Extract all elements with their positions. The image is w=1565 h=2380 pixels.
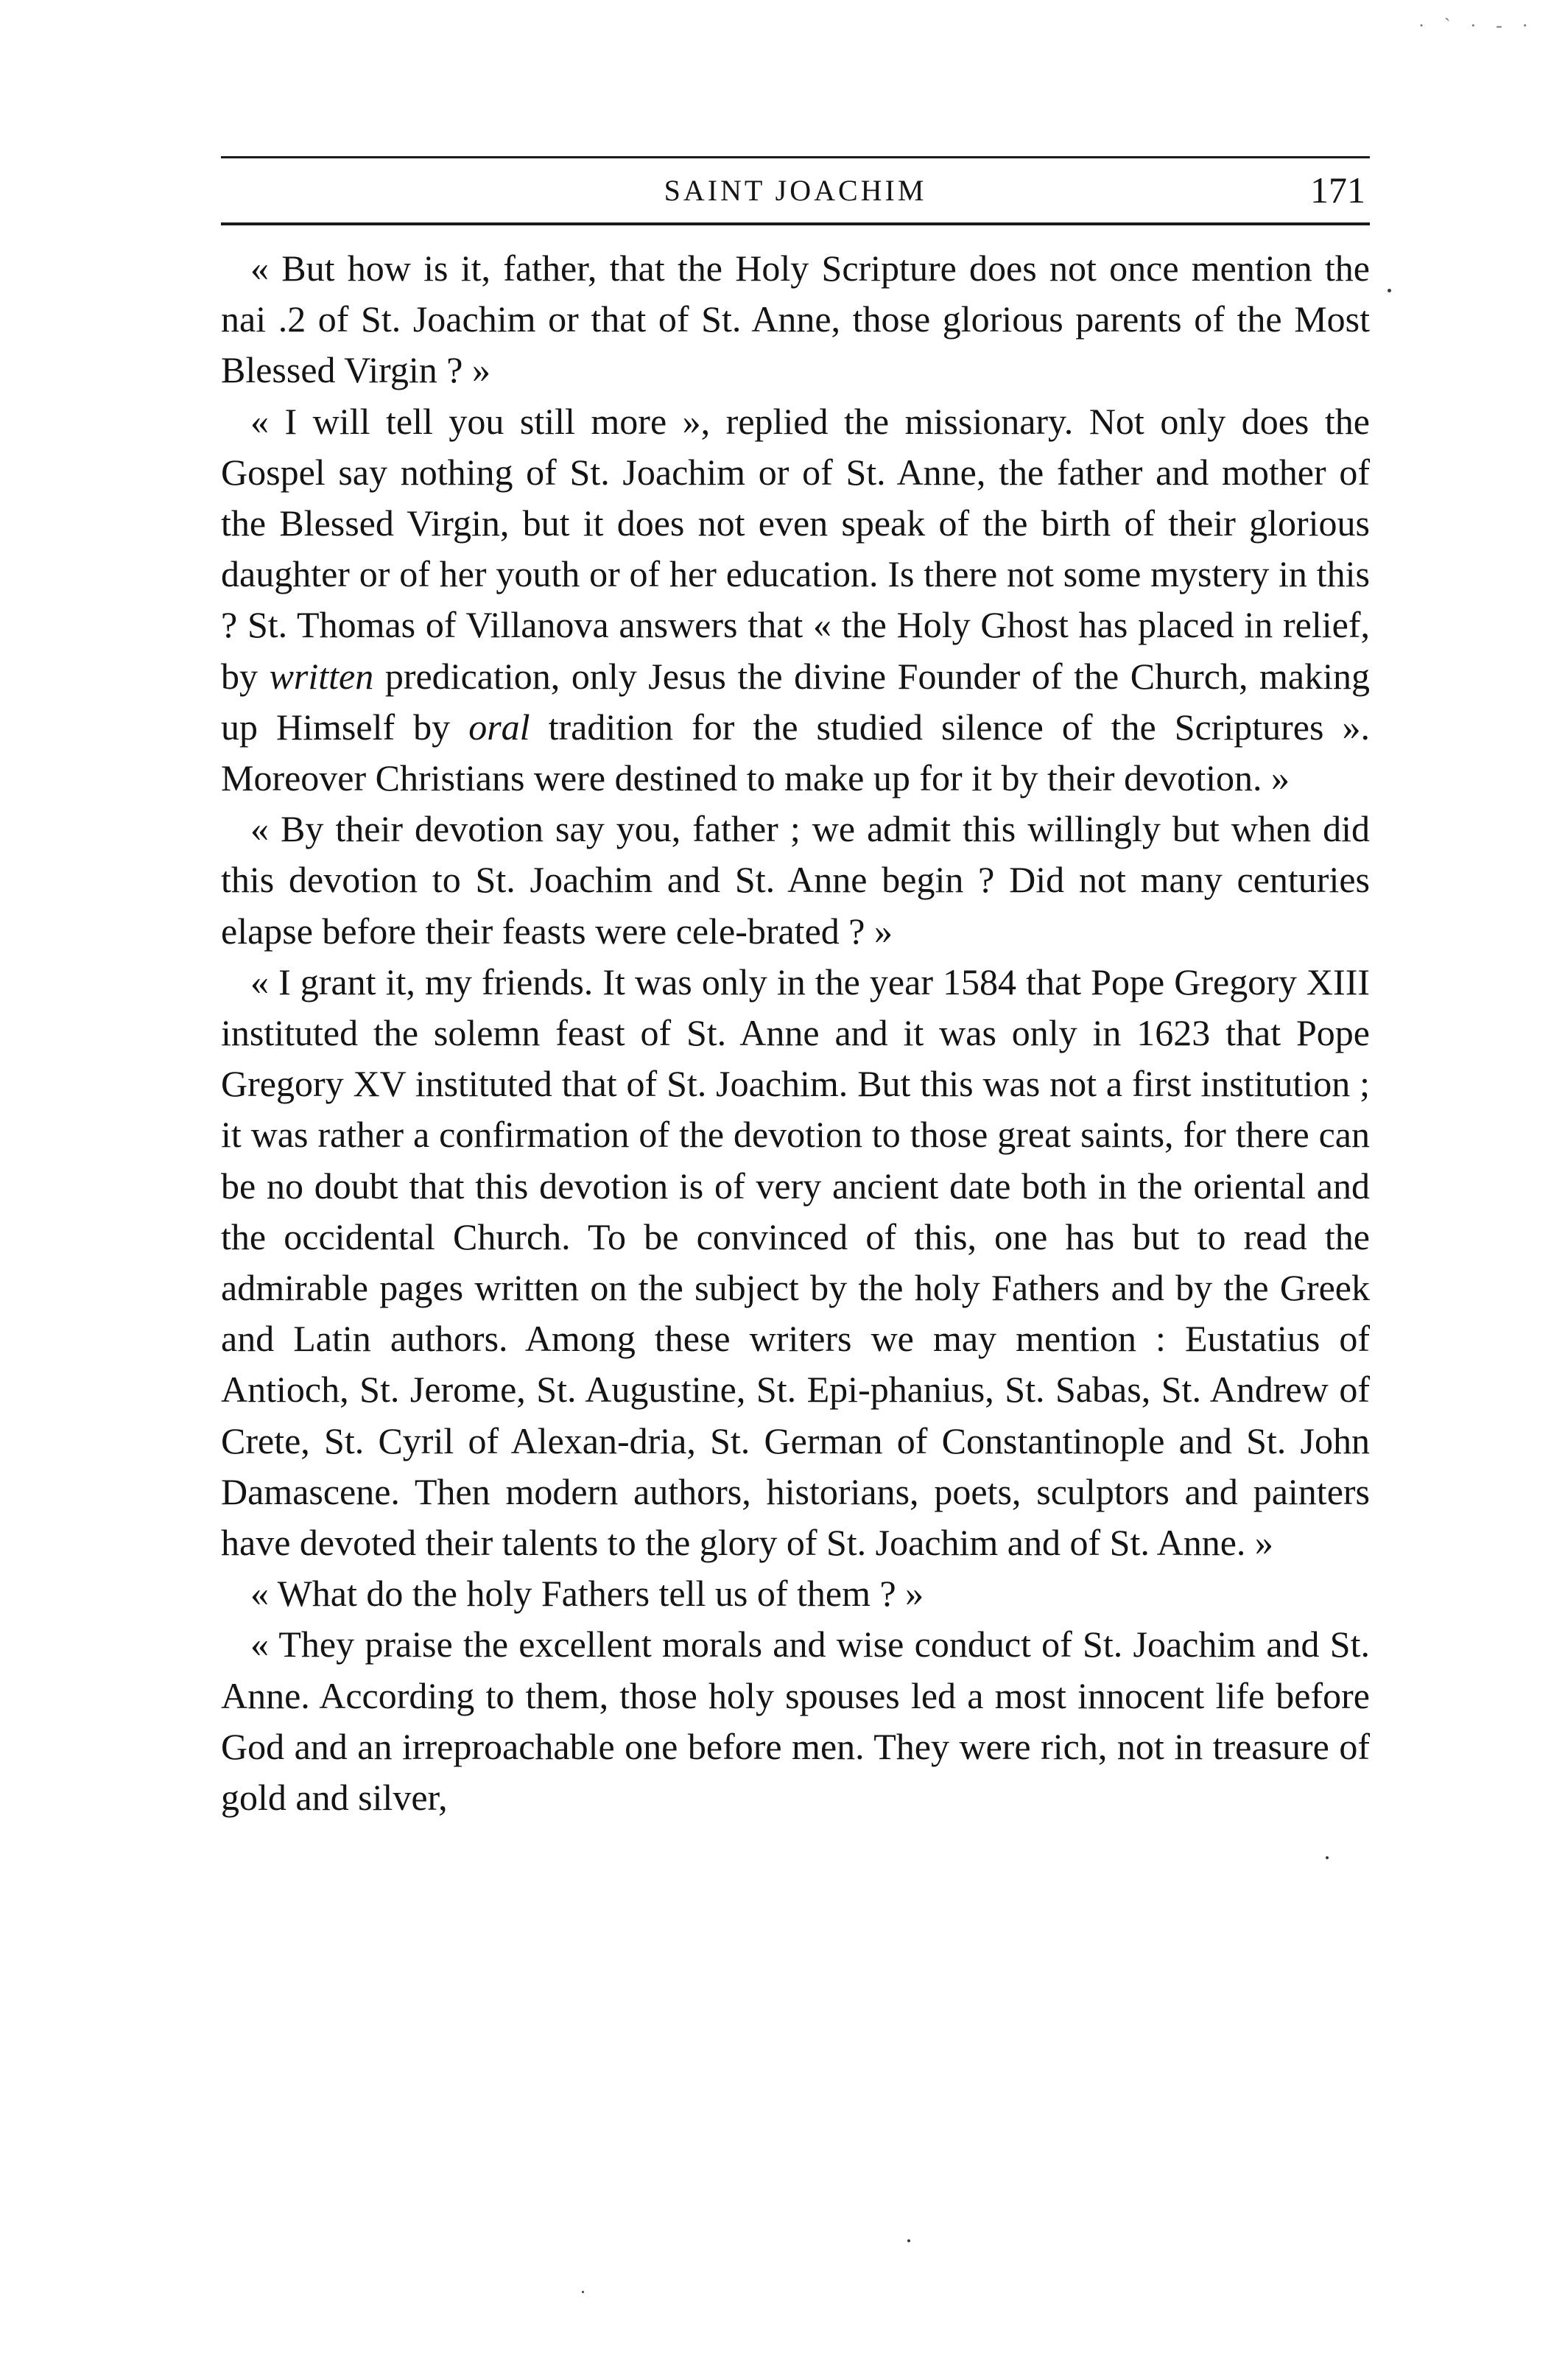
- paragraph-text: tradition for the studied silence of the Scriptures ». Moreover Christians were destined to make up for it by their devotion. »: [221, 706, 1370, 799]
- print-speck: [907, 2239, 910, 2242]
- italic-term-oral: oral: [468, 706, 530, 748]
- paragraph-text: « But how is it, father, that the Holy Scripture does not once mention the nai .2 of St. Joachim or that of St. Anne, those glorious parents of the Most Blessed Virgin ? »: [221, 248, 1370, 391]
- italic-term-written: written: [269, 655, 374, 697]
- paragraph-text: « By their devotion say you, father ; we admit this willingly but when did this devotion to St. Joachim and St. Anne begin ? Did not many centuries elapse before their feasts were cele-brated ? »: [221, 808, 1370, 952]
- scan-noise: · ` · ‐ ·: [1418, 15, 1536, 36]
- paragraph: [221, 1568, 1370, 1619]
- header-rule-bottom: [221, 222, 1370, 225]
- paragraph-text: « What do the holy Fathers tell us of them ? »: [250, 1573, 924, 1615]
- header-rule-top: [221, 156, 1370, 158]
- print-speck: [582, 2291, 584, 2293]
- page-number: 171: [1310, 169, 1365, 211]
- running-head: [221, 169, 1370, 214]
- paragraph-text: « They praise the excellent morals and wise conduct of St. Joachim and St. Anne. According to them, those holy spouses led a most innocent life before God and an irreproachable one before men. They were rich, not in treasure of gold and silver,: [221, 1623, 1370, 1819]
- paragraph-text: « I will tell you still more », replied the missionary. Not only does the Gospel say nothing of St. Joachim or of St. Anne, the father and mother of the Blessed Virgin, but it does not even speak of the birth of their glorious daughter or of her youth or of her education. Is there not some mystery in this ? St. Thomas of Villanova answers that « the Holy Ghost has placed in relief, by: [221, 400, 1370, 697]
- paragraph: [221, 804, 1370, 957]
- paragraph-text: « I grant it, my friends. It was only in the year 1584 that Pope Gregory XIII instituted the solemn feast of St. Anne and it was only in 1623 that Pope Gregory XV instituted that of St. Joachim. But this was not a first institution ; it was rather a confirmation of the devotion to those great saints, for there can be no doubt that this devotion is of very ancient date both in the oriental and the occidental Church. To be convinced of this, one has but to read the admirable pages written on the subject by the holy Fathers and by the Greek and Latin authors. Among these writers we may mention : Eustatius of Antioch, St. Jerome, St. Augustine, St. Epi-phanius, St. Sabas, St. Andrew of Crete, St. Cyril of Alexan-dria, St. German of Constantinople and St. John Damascene. Then modern authors, historians, poets, sculptors and painters have devoted their talents to the glory of St. Joachim and of St. Anne. »: [221, 961, 1370, 1564]
- paragraph: [221, 243, 1370, 396]
- print-speck: [1388, 289, 1391, 292]
- running-title: SAINT JOACHIM: [664, 174, 927, 207]
- paragraph: [221, 1619, 1370, 1823]
- paragraph: [221, 957, 1370, 1568]
- book-page: [221, 140, 1370, 2320]
- paragraph-text: predication, only Jesus the divine Founder of the Church, making up Himself by: [221, 655, 1370, 748]
- body-text: [221, 243, 1370, 1823]
- print-speck: [1326, 1856, 1329, 1859]
- paragraph: [221, 396, 1370, 804]
